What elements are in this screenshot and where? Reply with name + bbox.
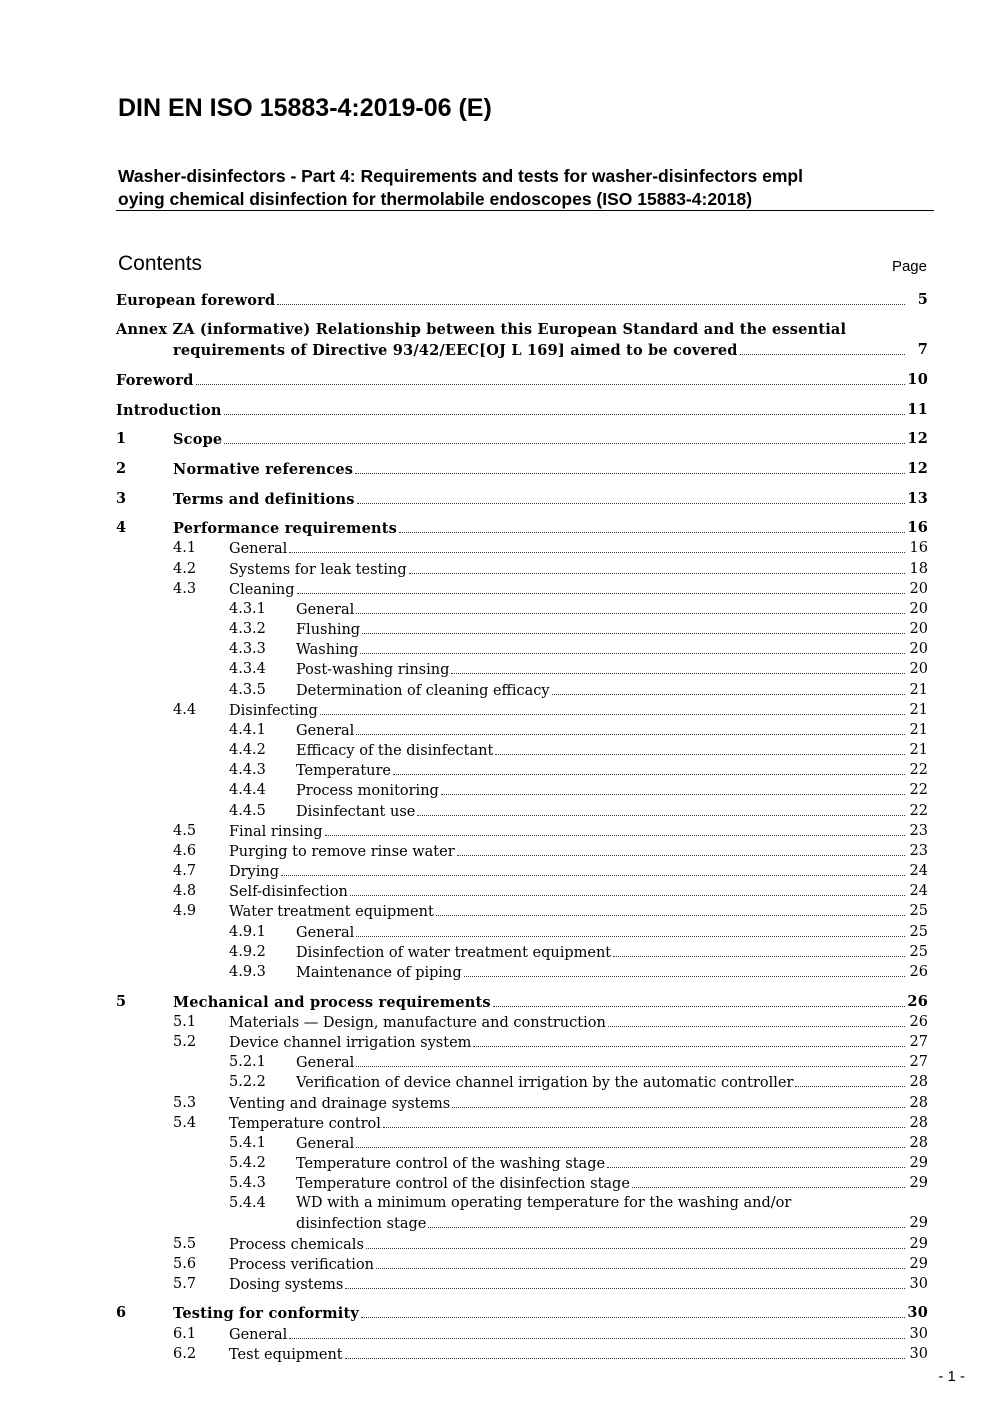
toc-dot-leader <box>350 881 905 896</box>
toc-entry-number: 5.1 <box>173 1014 197 1030</box>
toc-dot-leader <box>473 1032 905 1047</box>
toc-entry[interactable] <box>0 700 928 720</box>
toc-entry-title: Materials — Design, manufacture and construction <box>229 1015 606 1031</box>
toc-dot-leader <box>409 559 905 574</box>
toc-entry-page: 16 <box>909 540 928 556</box>
toc-entry[interactable] <box>0 992 928 1012</box>
toc-entry-title: Terms and definitions <box>173 491 355 508</box>
toc-entry-page: 30 <box>909 1346 928 1362</box>
toc-entry-page: 25 <box>909 903 928 919</box>
toc-entry-title: European foreword <box>116 292 276 309</box>
toc-entry-page: 28 <box>909 1074 928 1090</box>
toc-entry-title: Normative references <box>173 461 354 478</box>
toc-entry[interactable] <box>0 1153 928 1173</box>
toc-dot-leader <box>495 740 905 755</box>
toc-entry-title: Venting and drainage systems <box>229 1096 451 1112</box>
toc-entry-page: 30 <box>909 1326 928 1342</box>
toc-dot-leader <box>607 1153 905 1168</box>
toc-entry-number: 4.9 <box>173 903 197 919</box>
toc-entry-page: 30 <box>909 1276 928 1292</box>
toc-dot-leader <box>345 1274 905 1289</box>
toc-entry-number: 5.4.1 <box>229 1135 266 1151</box>
toc-entry-title: General <box>229 1327 288 1343</box>
toc-dot-leader <box>355 459 905 474</box>
toc-entry[interactable] <box>0 639 928 659</box>
toc-entry-number: 4.4.5 <box>229 803 266 819</box>
toc-entry[interactable] <box>0 1344 928 1364</box>
toc-entry-page: 29 <box>909 1256 928 1272</box>
toc-entry-number: 5.6 <box>173 1256 197 1272</box>
toc-entry-number: 5.5 <box>173 1236 197 1252</box>
toc-entry-number: 4.9.2 <box>229 944 266 960</box>
toc-entry-number: 5.4.4 <box>229 1195 266 1211</box>
toc-entry-title-continued: disinfection stage <box>296 1216 427 1232</box>
toc-entry-page: 18 <box>909 561 928 577</box>
toc-entry-page: 20 <box>909 661 928 677</box>
toc-entry[interactable] <box>0 720 928 740</box>
toc-dot-leader <box>281 861 905 876</box>
toc-entry-number: 5.3 <box>173 1095 197 1111</box>
toc-entry-page: 22 <box>909 803 928 819</box>
toc-entry-title: Device channel irrigation system <box>229 1035 472 1051</box>
toc-entry-number: 4.4.1 <box>229 722 266 738</box>
toc-entry-number: 4.3.2 <box>229 621 266 637</box>
toc-entry-title: Temperature control of the disinfection stage <box>296 1176 630 1192</box>
page-column-heading: Page <box>891 258 927 275</box>
toc-dot-leader <box>383 1113 905 1128</box>
toc-dot-leader <box>632 1173 905 1188</box>
toc-entry-page: 29 <box>909 1155 928 1171</box>
toc-entry-page: 26 <box>909 964 928 980</box>
toc-entry[interactable] <box>0 841 928 861</box>
toc-entry-page: 12 <box>907 460 928 477</box>
toc-dot-leader <box>289 1324 905 1339</box>
toc-dot-leader <box>196 370 905 385</box>
toc-entry[interactable] <box>0 1324 928 1344</box>
subtitle-line-2: oying chemical disinfection for thermolabile endoscopes (ISO 15883-4:2018) <box>118 189 753 209</box>
toc-entry-number: 4.6 <box>173 843 197 859</box>
toc-dot-leader <box>452 1093 905 1108</box>
toc-dot-leader <box>740 340 905 355</box>
toc-entry-title: Systems for leak testing <box>229 562 407 578</box>
toc-entry-page: 21 <box>909 722 928 738</box>
toc-entry-number: 4.9.1 <box>229 924 266 940</box>
toc-dot-leader <box>493 992 905 1007</box>
toc-entry-page: 21 <box>909 682 928 698</box>
toc-entry-title: Test equipment <box>229 1347 343 1363</box>
toc-entry-title: Self-disinfection <box>229 884 348 900</box>
toc-entry-number: 5.2.1 <box>229 1054 266 1070</box>
title-divider <box>116 210 934 211</box>
toc-entry-page: 20 <box>909 581 928 597</box>
toc-entry-number: 2 <box>116 460 127 477</box>
toc-entry[interactable] <box>0 861 928 881</box>
toc-entry-number: 5 <box>116 993 127 1010</box>
toc-entry-title: General <box>296 602 355 618</box>
toc-entry-number: 1 <box>116 430 127 447</box>
toc-entry[interactable] <box>0 740 928 760</box>
contents-heading: Contents <box>118 252 203 275</box>
toc-entry-title: General <box>296 1055 355 1071</box>
toc-dot-leader <box>362 619 905 634</box>
toc-entry[interactable] <box>0 1303 928 1323</box>
toc-entry-page: 11 <box>907 401 928 418</box>
toc-entry[interactable] <box>0 801 928 821</box>
toc-entry-page: 23 <box>909 823 928 839</box>
toc-entry[interactable] <box>0 881 928 901</box>
toc-entry-number: 4.9.3 <box>229 964 266 980</box>
toc-entry-page: 30 <box>907 1304 928 1321</box>
toc-entry[interactable] <box>0 459 928 479</box>
toc-entry-number: 3 <box>116 490 127 507</box>
toc-dot-leader <box>795 1072 905 1087</box>
toc-entry[interactable] <box>0 901 928 921</box>
toc-entry-number: 4.5 <box>173 823 197 839</box>
toc-entry-page: 28 <box>909 1115 928 1131</box>
toc-dot-leader <box>428 1213 905 1228</box>
toc-entry-title: Drying <box>229 864 280 880</box>
toc-entry[interactable] <box>0 680 928 700</box>
toc-dot-leader <box>366 1234 905 1249</box>
toc-entry-title: Temperature control of the washing stage <box>296 1156 606 1172</box>
toc-entry[interactable] <box>0 942 928 962</box>
toc-entry-page: 25 <box>909 924 928 940</box>
toc-entry-page: 20 <box>909 641 928 657</box>
toc-entry[interactable] <box>0 290 928 310</box>
toc-entry-title: Maintenance of piping <box>296 965 462 981</box>
toc-entry-number: 4.7 <box>173 863 197 879</box>
toc-dot-leader <box>393 760 905 775</box>
toc-entry-number: 5.4 <box>173 1115 197 1131</box>
toc-entry-title: General <box>296 723 355 739</box>
toc-entry-number: 4.3.1 <box>229 601 266 617</box>
toc-dot-leader <box>224 400 905 415</box>
toc-entry-number: 4.3.5 <box>229 682 266 698</box>
toc-entry-title: Process verification <box>229 1257 374 1273</box>
toc-entry-title: Scope <box>173 431 223 448</box>
toc-entry-number: 4.1 <box>173 540 197 556</box>
toc-entry-title: Water treatment equipment <box>229 904 434 920</box>
toc-dot-leader <box>436 901 905 916</box>
toc-entry[interactable] <box>0 1052 928 1072</box>
toc-entry-number: 4.4.4 <box>229 782 266 798</box>
toc-entry-title: Dosing systems <box>229 1277 344 1293</box>
toc-entry-title: Verification of device channel irrigation by the automatic controller <box>296 1075 794 1091</box>
toc-entry-number: 6 <box>116 1304 127 1321</box>
toc-entry-title: WD with a minimum operating temperature for the washing and/or <box>296 1195 792 1211</box>
toc-entry-title: Annex ZA (informative) Relationship between this European Standard and the essential <box>116 321 847 338</box>
toc-entry[interactable] <box>0 1072 928 1092</box>
toc-entry[interactable] <box>0 659 928 679</box>
toc-entry-page: 20 <box>909 621 928 637</box>
toc-dot-leader <box>552 680 905 695</box>
toc-entry-title-continued: requirements of Directive 93/42/EEC[OJ L 169] aimed to be covered <box>173 342 738 359</box>
toc-entry[interactable] <box>0 538 928 558</box>
toc-entry-page: 10 <box>907 371 928 388</box>
toc-entry-page: 12 <box>907 430 928 447</box>
toc-entry-title: Final rinsing <box>229 824 323 840</box>
toc-entry[interactable] <box>0 518 928 538</box>
toc-entry-title: Temperature <box>296 763 391 779</box>
toc-entry-page: 29 <box>909 1215 928 1231</box>
toc-entry[interactable] <box>0 1133 928 1153</box>
toc-entry-page: 27 <box>909 1054 928 1070</box>
toc-entry-page: 29 <box>909 1175 928 1191</box>
toc-entry-number: 4.2 <box>173 561 197 577</box>
toc-dot-leader <box>613 942 905 957</box>
toc-entry-title: General <box>229 541 288 557</box>
toc-dot-leader <box>297 579 905 594</box>
toc-entry-title: General <box>296 1136 355 1152</box>
toc-dot-leader <box>357 489 905 504</box>
toc-entry-title: Testing for conformity <box>173 1305 360 1322</box>
toc-dot-leader <box>356 1133 905 1148</box>
toc-entry-title: Performance requirements <box>173 520 397 537</box>
toc-entry[interactable] <box>0 400 928 420</box>
toc-entry[interactable] <box>0 922 928 942</box>
toc-entry-page: 24 <box>909 883 928 899</box>
toc-entry-page: 23 <box>909 843 928 859</box>
toc-entry[interactable] <box>0 489 928 509</box>
toc-entry-number: 4.3.4 <box>229 661 266 677</box>
toc-entry-title: Post-washing rinsing <box>296 662 450 678</box>
toc-entry[interactable] <box>0 760 928 780</box>
toc-entry-page: 13 <box>907 490 928 507</box>
toc-dot-leader <box>345 1344 905 1359</box>
toc-entry-number: 4 <box>116 519 127 536</box>
toc-entry[interactable] <box>0 599 928 619</box>
toc-entry[interactable] <box>0 579 928 599</box>
toc-entry[interactable] <box>0 1113 928 1133</box>
toc-entry-number: 5.4.3 <box>229 1175 266 1191</box>
toc-entry-page: 25 <box>909 944 928 960</box>
toc-dot-leader <box>399 518 905 533</box>
toc-entry-page: 28 <box>909 1135 928 1151</box>
toc-entry[interactable] <box>0 370 928 390</box>
toc-entry-number: 4.3.3 <box>229 641 266 657</box>
toc-entry-title: Disinfectant use <box>296 804 416 820</box>
toc-entry-number: 4.3 <box>173 581 197 597</box>
toc-dot-leader <box>441 780 905 795</box>
toc-entry-title: Determination of cleaning efficacy <box>296 683 550 699</box>
toc-entry-page: 26 <box>909 1014 928 1030</box>
toc-entry-page: 28 <box>909 1095 928 1111</box>
toc-entry-title: Washing <box>296 642 359 658</box>
toc-dot-leader <box>320 700 905 715</box>
toc-entry-title: Temperature control <box>229 1116 381 1132</box>
toc-entry-title: Process monitoring <box>296 783 439 799</box>
toc-entry-title: Foreword <box>116 372 194 389</box>
toc-entry[interactable] <box>0 962 928 982</box>
toc-entry-page: 27 <box>909 1034 928 1050</box>
toc-entry[interactable] <box>0 1193 928 1233</box>
document-title: DIN EN ISO 15883-4:2019-06 (E) <box>118 94 492 122</box>
toc-entry-page: 20 <box>909 601 928 617</box>
toc-entry-number: 4.4.2 <box>229 742 266 758</box>
toc-entry-title: Efficacy of the disinfectant <box>296 743 494 759</box>
toc-entry-number: 5.4.2 <box>229 1155 266 1171</box>
toc-dot-leader <box>356 599 905 614</box>
toc-entry-page: 21 <box>909 702 928 718</box>
toc-entry-page: 26 <box>907 993 928 1010</box>
footer-page-number: - 1 - <box>938 1368 965 1385</box>
subtitle-line-1: Washer-disinfectors - Part 4: Requirements and tests for washer-disinfectors empl <box>118 166 803 186</box>
toc-dot-leader <box>224 429 905 444</box>
toc-dot-leader <box>376 1254 905 1269</box>
toc-entry[interactable] <box>0 1274 928 1294</box>
toc-entry-number: 6.2 <box>173 1346 197 1362</box>
toc-dot-leader <box>457 841 905 856</box>
toc-entry-number: 4.4.3 <box>229 762 266 778</box>
toc-dot-leader <box>277 290 905 305</box>
toc-entry[interactable] <box>0 780 928 800</box>
toc-entry-page: 24 <box>909 863 928 879</box>
toc-entry-title: Disinfection of water treatment equipment <box>296 945 612 961</box>
toc-entry-page: 22 <box>909 782 928 798</box>
toc-entry-number: 5.2 <box>173 1034 197 1050</box>
toc-entry-page: 16 <box>907 519 928 536</box>
toc-entry[interactable] <box>0 429 928 449</box>
toc-entry-number: 4.8 <box>173 883 197 899</box>
toc-dot-leader <box>360 639 905 654</box>
toc-dot-leader <box>356 1052 905 1067</box>
toc-dot-leader <box>356 922 905 937</box>
toc-entry[interactable] <box>0 1093 928 1113</box>
toc-entry-title: General <box>296 925 355 941</box>
toc-entry[interactable] <box>0 1234 928 1254</box>
toc-dot-leader <box>451 659 905 674</box>
toc-entry-page: 29 <box>909 1236 928 1252</box>
toc-entry[interactable] <box>0 1012 928 1032</box>
toc-entry-title: Flushing <box>296 622 361 638</box>
toc-entry-page: 7 <box>917 341 928 358</box>
toc-entry-title: Purging to remove rinse water <box>229 844 455 860</box>
toc-dot-leader <box>608 1012 905 1027</box>
toc-entry[interactable] <box>0 821 928 841</box>
toc-entry[interactable] <box>0 1032 928 1052</box>
toc-dot-leader <box>356 720 905 735</box>
toc-entry-page: 21 <box>909 742 928 758</box>
document-subtitle <box>118 165 933 211</box>
toc-entry-title: Mechanical and process requirements <box>173 994 491 1011</box>
toc-dot-leader <box>289 538 905 553</box>
toc-entry-number: 6.1 <box>173 1326 197 1342</box>
toc-dot-leader <box>464 962 905 977</box>
toc-dot-leader <box>417 801 905 816</box>
toc-entry-number: 5.2.2 <box>229 1074 266 1090</box>
toc-entry-title: Cleaning <box>229 582 295 598</box>
toc-entry[interactable] <box>0 1254 928 1274</box>
toc-entry-number: 5.7 <box>173 1276 197 1292</box>
toc-entry-page: 5 <box>917 291 928 308</box>
toc-entry[interactable] <box>0 1173 928 1193</box>
toc-entry[interactable] <box>0 320 928 360</box>
toc-entry-title: Introduction <box>116 402 222 419</box>
toc-dot-leader <box>325 821 905 836</box>
toc-entry-page: 22 <box>909 762 928 778</box>
toc-dot-leader <box>361 1303 905 1318</box>
toc-entry-title: Process chemicals <box>229 1237 364 1253</box>
toc-entry-number: 4.4 <box>173 702 197 718</box>
toc-entry-title: Disinfecting <box>229 703 318 719</box>
toc-entry[interactable] <box>0 619 928 639</box>
toc-entry[interactable] <box>0 559 928 579</box>
